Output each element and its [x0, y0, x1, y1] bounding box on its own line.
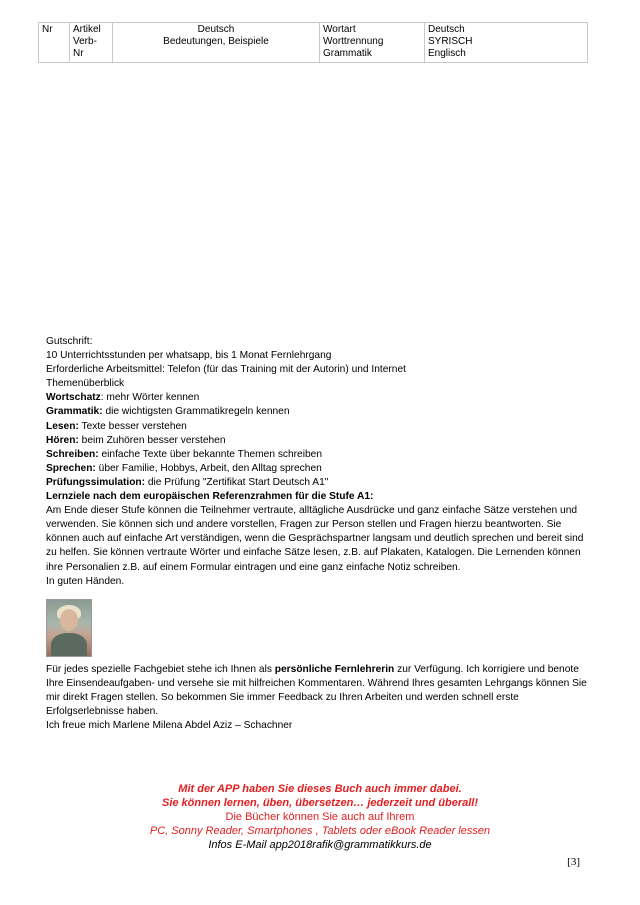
topic-item: Prüfungssimulation: die Prüfung "Zertifikat Start Deutsch A1" [46, 476, 329, 488]
photo-face-shape [60, 609, 78, 631]
in-guten-haenden: In guten Händen. [46, 575, 125, 587]
col-wortart: Wortart Worttrennung Grammatik [320, 23, 425, 63]
author-photo [46, 599, 92, 657]
footer-line-buecher: Die Bücher können Sie auch auf Ihrem [225, 811, 415, 823]
fernlehrerin-paragraph: Für jedes spezielle Fachgebiet stehe ich Ihnen als persönliche Fernlehrerin zur Verfügung. Ich korrigiere und benote Ihre Einsendeaufgaben- und versehe sie mit hilfreichen Kommentaren. Während Ihres gesamten Lehrgangs können Sie mir direkt Fragen stellen. So bekommen Sie immer Feedback zu Ihren Arbeiten und werden schnell erste Erfolgserlebnisse haben. [46, 663, 587, 717]
lernziele-paragraph: Am Ende dieser Stufe können die Teilnehmer vertraute, alltägliche Ausdrücke und ganz einfache Sätze verstehen und verwenden. Sie können sich und andere vorstellen, Fragen zur Person stellen und Fragen hierzu beantworten. Sie können auch auf einfache Art verständigen, wenn die Gesprächspartner langsam und deutlich sprechen und bereit sind zu helfen. Sie können vertraute Wörter und einfache Sätze lesen, z.B. auf Plakaten, Katalogen. Die Lernenden können ihre Personalien z.B. auf einem Formular eintragen und eine ganz einfache Notiz schreiben. [46, 505, 584, 573]
main-content [46, 335, 594, 733]
header-row [39, 23, 588, 63]
page-number: [3] [567, 856, 580, 868]
footer-line-app: Mit der APP haben Sie dieses Buch auch immer dabei. [178, 783, 462, 795]
topic-item: Lesen: Texte besser verstehen [46, 420, 187, 432]
topic-item: Wortschatz: mehr Wörter kennen [46, 392, 200, 404]
col-deutsch: Deutsch Bedeutungen, Beispiele [113, 23, 320, 63]
signature-line: Ich freue mich Marlene Milena Abdel Aziz – Schachner [46, 720, 293, 732]
footer-line-devices: PC, Sonny Reader, Smartphones , Tablets oder eBook Reader lessen [149, 825, 491, 837]
header-table [38, 22, 588, 63]
topic-item: Grammatik: die wichtigsten Grammatikregeln kennen [46, 406, 290, 418]
topic-item: Schreiben: einfache Texte über bekannte Themen schreiben [46, 448, 322, 460]
photo-body-shape [51, 633, 87, 657]
col-nr: Nr [39, 23, 70, 63]
arbeitsmittel-text: Erforderliche Arbeitsmittel: Telefon (für das Training mit der Autorin) und Internet [46, 364, 406, 376]
themenueberblick-heading: Themenüberblick [46, 378, 125, 390]
col-artikel: Artikel Verb- Nr [70, 23, 113, 63]
col-sprachen: Deutsch SYRISCH Englisch [425, 23, 588, 63]
topic-item: Hören: beim Zuhören besser verstehen [46, 434, 226, 446]
lernziele-heading: Lernziele nach dem europäischen Referenzrahmen für die Stufe A1: [46, 491, 374, 503]
gutschrift-label: Gutschrift: [46, 336, 93, 347]
topic-item: Sprechen: über Familie, Hobbys, Arbeit, den Alltag sprechen [46, 462, 322, 474]
unterrichtsstunden-text: 10 Unterrichtsstunden per whatsapp, bis 1 Monat Fernlehrgang [46, 350, 332, 362]
footer-line-email: Infos E-Mail app2018rafik@grammatikkurs.de [208, 839, 432, 851]
footer-line-lernen: Sie können lernen, üben, übersetzen… jederzeit und überall! [161, 797, 478, 809]
app-promo-footer [0, 782, 640, 852]
